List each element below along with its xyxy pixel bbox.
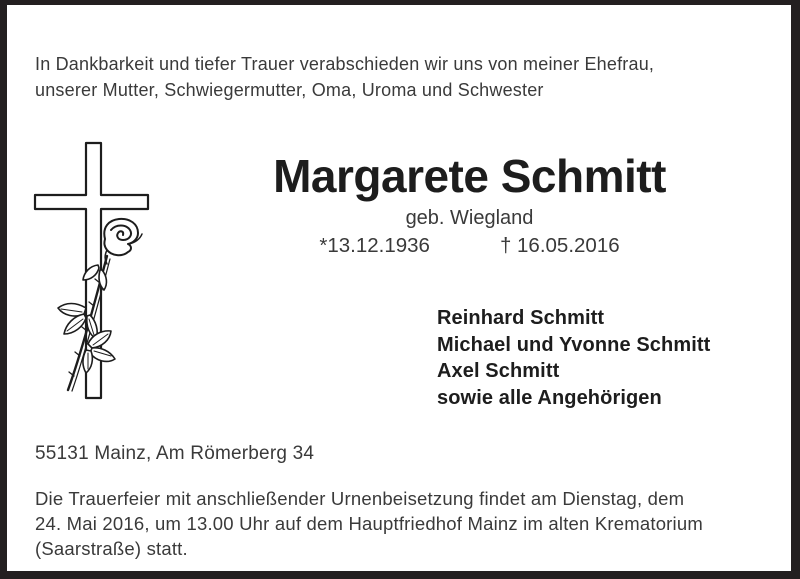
funeral-paragraph <box>35 486 703 561</box>
name-block <box>197 150 742 259</box>
address-line: 55131 Mainz, Am Römerberg 34 <box>35 443 315 464</box>
intro-line-1: In Dankbarkeit und tiefer Trauer verabschieden wir uns von meiner Ehefrau, <box>35 54 655 74</box>
birth-date: *13.12.1936 <box>319 234 430 257</box>
mourners-list <box>437 305 710 411</box>
funeral-line-3: (Saarstraße) statt. <box>35 538 188 559</box>
notice-sheet <box>7 5 791 571</box>
intro-paragraph <box>35 52 654 103</box>
death-date: † 16.05.2016 <box>499 234 620 257</box>
life-dates <box>197 233 742 259</box>
mourner-line: sowie alle Angehörigen <box>437 386 662 409</box>
maiden-name: geb. Wiegland <box>405 207 534 229</box>
mourner-line: Axel Schmitt <box>437 360 560 382</box>
intro-line-2: unserer Mutter, Schwiegermutter, Oma, Uroma und Schwester <box>35 79 544 100</box>
mourner-line: Reinhard Schmitt <box>437 307 605 329</box>
cross-rose-icon <box>28 138 156 406</box>
funeral-line-1: Die Trauerfeier mit anschließender Urnenbeisetzung findet am Dienstag, dem <box>35 488 685 509</box>
mourner-line: Michael und Yvonne Schmitt <box>437 333 711 356</box>
funeral-line-2: 24. Mai 2016, um 13.00 Uhr auf dem Hauptfriedhof Mainz im alten Krematorium <box>35 513 703 534</box>
deceased-name: Margarete Schmitt <box>273 150 666 202</box>
